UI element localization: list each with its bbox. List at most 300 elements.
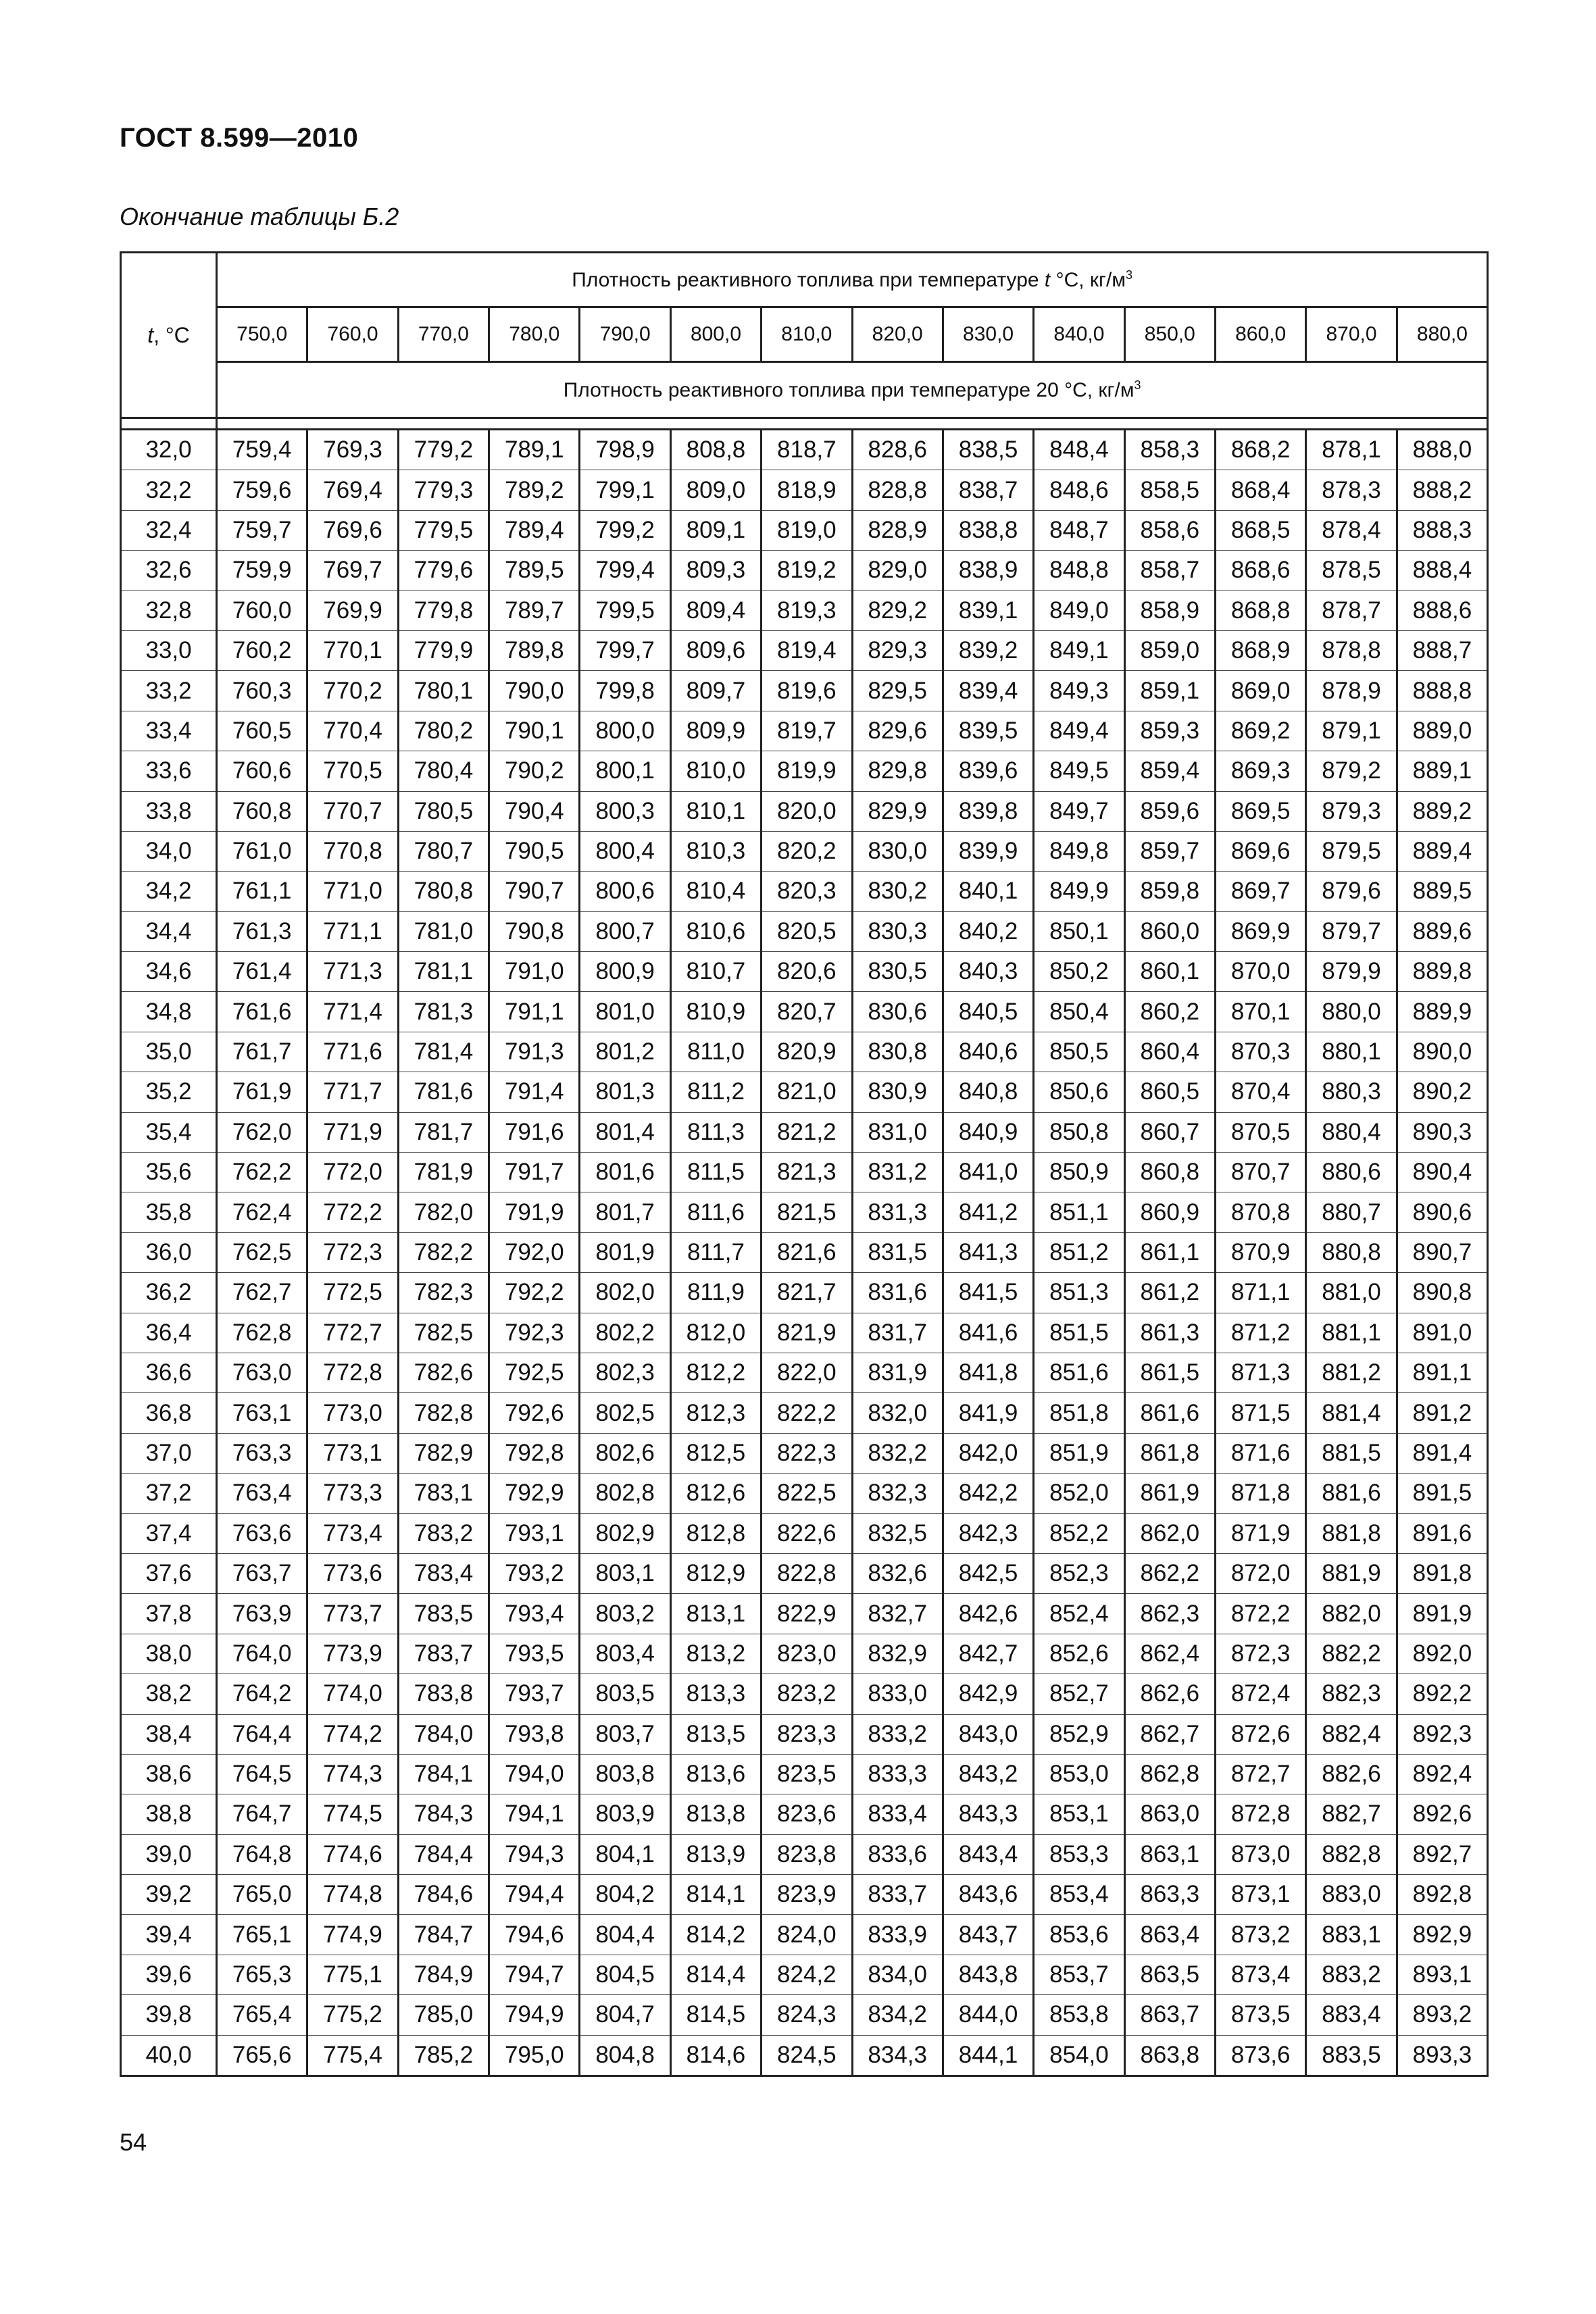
- density-cell: 804,2: [580, 1875, 670, 1915]
- density-cell: 791,1: [489, 992, 580, 1032]
- density-cell: 774,3: [307, 1754, 398, 1794]
- table-row: [121, 430, 1488, 470]
- density-cell: 849,9: [1034, 872, 1124, 911]
- density-cell: 862,7: [1124, 1714, 1215, 1754]
- table-row: [121, 1192, 1488, 1232]
- density-cell: 774,0: [307, 1674, 398, 1714]
- density-cell: 892,4: [1397, 1754, 1488, 1794]
- table-row: [121, 1153, 1488, 1192]
- density-cell: 809,6: [670, 630, 761, 670]
- density-cell: 801,0: [580, 992, 670, 1032]
- density-cell: 763,4: [217, 1474, 307, 1513]
- density-cell: 765,1: [217, 1915, 307, 1955]
- density-cell: 870,3: [1215, 1032, 1305, 1072]
- density-cell: 842,9: [943, 1674, 1033, 1714]
- density-cell: 810,1: [670, 791, 761, 831]
- density-cell: 823,9: [762, 1875, 852, 1915]
- density-cell: 881,4: [1306, 1393, 1397, 1433]
- density-cell: 822,3: [762, 1433, 852, 1473]
- density-cell: 801,3: [580, 1072, 670, 1112]
- table-row: [121, 551, 1488, 590]
- density-cell: 881,9: [1306, 1553, 1397, 1593]
- density-cell: 761,6: [217, 992, 307, 1032]
- density-cell: 850,9: [1034, 1153, 1124, 1192]
- density-cell: 789,7: [489, 590, 580, 630]
- density-cell: 889,9: [1397, 992, 1488, 1032]
- density-cell: 829,8: [852, 751, 943, 791]
- density-cell: 803,5: [580, 1674, 670, 1714]
- density-cell: 800,9: [580, 952, 670, 992]
- density-cell: 873,4: [1215, 1955, 1305, 1994]
- density-cell: 781,1: [398, 952, 489, 992]
- density-cell: 819,7: [762, 711, 852, 751]
- density-cell: 811,2: [670, 1072, 761, 1112]
- density-cell: 830,2: [852, 872, 943, 911]
- density-cell: 883,4: [1306, 1995, 1397, 2035]
- density-cell: 803,1: [580, 1553, 670, 1593]
- density-cell: 889,5: [1397, 872, 1488, 911]
- density-cell: 814,4: [670, 1955, 761, 1994]
- density-cell: 844,0: [943, 1995, 1033, 2035]
- density-cell: 790,2: [489, 751, 580, 791]
- table-row: [121, 711, 1488, 751]
- temperature-cell: 38,8: [121, 1794, 217, 1834]
- density-cell: 882,6: [1306, 1754, 1397, 1794]
- density-cell: 843,0: [943, 1714, 1033, 1754]
- density-cell: 880,6: [1306, 1153, 1397, 1192]
- density-cell: 781,9: [398, 1153, 489, 1192]
- temperature-cell: 33,6: [121, 751, 217, 791]
- column-header-cell: 880,0: [1397, 307, 1488, 362]
- density-cell: 822,2: [762, 1393, 852, 1433]
- density-cell: 831,3: [852, 1192, 943, 1232]
- density-cell: 839,9: [943, 831, 1033, 871]
- density-cell: 883,1: [1306, 1915, 1397, 1955]
- density-cell: 780,5: [398, 791, 489, 831]
- density-cell: 872,7: [1215, 1754, 1305, 1794]
- density-cell: 858,9: [1124, 590, 1215, 630]
- density-cell: 881,2: [1306, 1353, 1397, 1392]
- density-cell: 809,1: [670, 510, 761, 550]
- density-cell: 860,8: [1124, 1153, 1215, 1192]
- density-cell: 759,7: [217, 510, 307, 550]
- density-cell: 823,6: [762, 1794, 852, 1834]
- density-cell: 800,7: [580, 911, 670, 951]
- density-cell: 889,8: [1397, 952, 1488, 992]
- density-cell: 849,5: [1034, 751, 1124, 791]
- density-cell: 785,0: [398, 1995, 489, 2035]
- table-row: [121, 1353, 1488, 1392]
- density-cell: 881,6: [1306, 1474, 1397, 1513]
- temperature-cell: 36,6: [121, 1353, 217, 1392]
- density-cell: 863,5: [1124, 1955, 1215, 1994]
- density-cell: 892,8: [1397, 1875, 1488, 1915]
- density-cell: 783,7: [398, 1634, 489, 1674]
- density-cell: 848,6: [1034, 470, 1124, 510]
- density-cell: 890,4: [1397, 1153, 1488, 1192]
- density-cell: 764,0: [217, 1634, 307, 1674]
- density-cell: 859,3: [1124, 711, 1215, 751]
- density-cell: 870,0: [1215, 952, 1305, 992]
- table-row: [121, 1032, 1488, 1072]
- density-cell: 872,4: [1215, 1674, 1305, 1714]
- density-cell: 892,2: [1397, 1674, 1488, 1714]
- density-cell: 833,0: [852, 1674, 943, 1714]
- table-caption: Окончание таблицы Б.2: [120, 203, 399, 230]
- density-cell: 888,7: [1397, 630, 1488, 670]
- density-cell: 861,9: [1124, 1474, 1215, 1513]
- density-cell: 849,0: [1034, 590, 1124, 630]
- table-body: [121, 430, 1488, 2076]
- density-cell: 892,0: [1397, 1634, 1488, 1674]
- density-cell: 784,7: [398, 1915, 489, 1955]
- density-cell: 852,7: [1034, 1674, 1124, 1714]
- density-cell: 840,9: [943, 1112, 1033, 1152]
- density-cell: 783,5: [398, 1594, 489, 1634]
- density-cell: 891,4: [1397, 1433, 1488, 1473]
- density-cell: 761,3: [217, 911, 307, 951]
- density-cell: 830,8: [852, 1032, 943, 1072]
- density-cell: 868,8: [1215, 590, 1305, 630]
- density-cell: 813,9: [670, 1834, 761, 1874]
- density-cell: 765,0: [217, 1875, 307, 1915]
- density-cell: 892,3: [1397, 1714, 1488, 1754]
- density-cell: 850,6: [1034, 1072, 1124, 1112]
- density-cell: 848,8: [1034, 551, 1124, 590]
- density-cell: 793,5: [489, 1634, 580, 1674]
- density-cell: 831,6: [852, 1273, 943, 1313]
- density-cell: 793,1: [489, 1513, 580, 1553]
- temperature-cell: 38,4: [121, 1714, 217, 1754]
- spacer-cell: [217, 418, 1488, 430]
- density-cell: 784,4: [398, 1834, 489, 1874]
- density-cell: 891,2: [1397, 1393, 1488, 1433]
- density-cell: 863,1: [1124, 1834, 1215, 1874]
- density-cell: 804,8: [580, 2035, 670, 2076]
- density-cell: 889,2: [1397, 791, 1488, 831]
- density-cell: 820,9: [762, 1032, 852, 1072]
- table-row: [121, 1955, 1488, 1994]
- density-cell: 761,7: [217, 1032, 307, 1072]
- density-cell: 893,2: [1397, 1995, 1488, 2035]
- density-cell: 879,3: [1306, 791, 1397, 831]
- density-cell: 773,4: [307, 1513, 398, 1553]
- density-cell: 793,8: [489, 1714, 580, 1754]
- column-header-cell: 750,0: [217, 307, 307, 362]
- density-cell: 782,5: [398, 1313, 489, 1353]
- top-header-label: Плотность реактивного топлива при температуре t °C, $кг/м^3$: [572, 268, 1132, 291]
- temperature-cell: 36,8: [121, 1393, 217, 1433]
- density-cell: 890,3: [1397, 1112, 1488, 1152]
- density-cell: 779,5: [398, 510, 489, 550]
- density-cell: 869,9: [1215, 911, 1305, 951]
- density-cell: 831,7: [852, 1313, 943, 1353]
- density-cell: 770,7: [307, 791, 398, 831]
- column-header-cell: 790,0: [580, 307, 670, 362]
- density-cell: 770,1: [307, 630, 398, 670]
- density-cell: 775,1: [307, 1955, 398, 1994]
- density-cell: 840,5: [943, 992, 1033, 1032]
- density-cell: 854,0: [1034, 2035, 1124, 2076]
- table-row: [121, 630, 1488, 670]
- density-cell: 792,8: [489, 1433, 580, 1473]
- density-cell: 851,3: [1034, 1273, 1124, 1313]
- temperature-cell: 37,2: [121, 1474, 217, 1513]
- density-cell: 829,5: [852, 671, 943, 711]
- table-row: [121, 470, 1488, 510]
- density-cell: 812,2: [670, 1353, 761, 1392]
- density-cell: 800,6: [580, 872, 670, 911]
- density-cell: 810,9: [670, 992, 761, 1032]
- density-cell: 843,2: [943, 1754, 1033, 1794]
- density-cell: 809,0: [670, 470, 761, 510]
- density-cell: 890,2: [1397, 1072, 1488, 1112]
- density-cell: 880,4: [1306, 1112, 1397, 1152]
- density-cell: 879,7: [1306, 911, 1397, 951]
- density-cell: 794,3: [489, 1834, 580, 1874]
- density-cell: 794,4: [489, 1875, 580, 1915]
- density-cell: 811,0: [670, 1032, 761, 1072]
- density-cell: 774,6: [307, 1834, 398, 1874]
- density-cell: 831,9: [852, 1353, 943, 1392]
- density-cell: 842,2: [943, 1474, 1033, 1513]
- density-cell: 859,8: [1124, 872, 1215, 911]
- column-header-cell: 770,0: [398, 307, 489, 362]
- table-row: [121, 1313, 1488, 1353]
- density-cell: 812,5: [670, 1433, 761, 1473]
- density-cell: 880,1: [1306, 1032, 1397, 1072]
- density-cell: 891,1: [1397, 1353, 1488, 1392]
- density-cell: 801,2: [580, 1032, 670, 1072]
- density-cell: 824,3: [762, 1995, 852, 2035]
- density-cell: 830,0: [852, 831, 943, 871]
- density-cell: 853,7: [1034, 1955, 1124, 1994]
- density-cell: 783,2: [398, 1513, 489, 1553]
- density-cell: 804,4: [580, 1915, 670, 1955]
- temperature-cell: 32,8: [121, 590, 217, 630]
- density-cell: 859,0: [1124, 630, 1215, 670]
- density-cell: 784,3: [398, 1794, 489, 1834]
- density-cell: 860,4: [1124, 1032, 1215, 1072]
- header-spacer-row: [121, 418, 1488, 430]
- density-cell: 869,5: [1215, 791, 1305, 831]
- density-cell: 883,2: [1306, 1955, 1397, 1994]
- density-cell: 802,8: [580, 1474, 670, 1513]
- density-cell: 779,9: [398, 630, 489, 670]
- density-cell: 872,8: [1215, 1794, 1305, 1834]
- density-cell: 810,3: [670, 831, 761, 871]
- density-cell: 881,5: [1306, 1433, 1397, 1473]
- density-cell: 803,8: [580, 1754, 670, 1794]
- temperature-cell: 39,6: [121, 1955, 217, 1994]
- density-cell: 831,0: [852, 1112, 943, 1152]
- density-cell: 822,9: [762, 1594, 852, 1634]
- density-cell: 819,3: [762, 590, 852, 630]
- density-cell: 871,5: [1215, 1393, 1305, 1433]
- density-cell: 762,5: [217, 1232, 307, 1272]
- density-cell: 891,8: [1397, 1553, 1488, 1593]
- temperature-cell: 35,6: [121, 1153, 217, 1192]
- temperature-cell: 39,2: [121, 1875, 217, 1915]
- density-cell: 870,1: [1215, 992, 1305, 1032]
- density-table: [120, 251, 1489, 2077]
- density-cell: 791,4: [489, 1072, 580, 1112]
- density-cell: 833,7: [852, 1875, 943, 1915]
- density-cell: 859,1: [1124, 671, 1215, 711]
- table-row: [121, 1674, 1488, 1714]
- density-cell: 888,4: [1397, 551, 1488, 590]
- density-cell: 771,6: [307, 1032, 398, 1072]
- density-cell: 843,8: [943, 1955, 1033, 1994]
- density-cell: 890,7: [1397, 1232, 1488, 1272]
- density-cell: 860,1: [1124, 952, 1215, 992]
- density-cell: 892,9: [1397, 1915, 1488, 1955]
- density-cell: 888,2: [1397, 470, 1488, 510]
- density-cell: 862,2: [1124, 1553, 1215, 1593]
- density-cell: 800,0: [580, 711, 670, 751]
- density-cell: 842,7: [943, 1634, 1033, 1674]
- density-cell: 821,6: [762, 1232, 852, 1272]
- density-cell: 863,7: [1124, 1995, 1215, 2035]
- density-cell: 852,2: [1034, 1513, 1124, 1553]
- density-cell: 760,6: [217, 751, 307, 791]
- density-cell: 762,8: [217, 1313, 307, 1353]
- density-cell: 813,3: [670, 1674, 761, 1714]
- density-cell: 833,4: [852, 1794, 943, 1834]
- column-header-cell: 870,0: [1306, 307, 1397, 362]
- density-cell: 872,2: [1215, 1594, 1305, 1634]
- density-cell: 782,6: [398, 1353, 489, 1392]
- density-cell: 790,7: [489, 872, 580, 911]
- density-cell: 823,0: [762, 1634, 852, 1674]
- density-cell: 779,3: [398, 470, 489, 510]
- temperature-cell: 39,8: [121, 1995, 217, 2035]
- density-cell: 772,2: [307, 1192, 398, 1232]
- density-cell: 760,2: [217, 630, 307, 670]
- density-cell: 860,0: [1124, 911, 1215, 951]
- density-cell: 820,3: [762, 872, 852, 911]
- density-cell: 863,3: [1124, 1875, 1215, 1915]
- density-cell: 890,8: [1397, 1273, 1488, 1313]
- density-cell: 771,7: [307, 1072, 398, 1112]
- density-cell: 838,7: [943, 470, 1033, 510]
- density-cell: 870,9: [1215, 1232, 1305, 1272]
- temperature-cell: 34,6: [121, 952, 217, 992]
- density-cell: 868,4: [1215, 470, 1305, 510]
- density-cell: 792,6: [489, 1393, 580, 1433]
- temperature-cell: 36,2: [121, 1273, 217, 1313]
- density-cell: 882,2: [1306, 1634, 1397, 1674]
- density-cell: 832,7: [852, 1594, 943, 1634]
- density-cell: 843,6: [943, 1875, 1033, 1915]
- density-cell: 772,8: [307, 1353, 398, 1392]
- density-cell: 784,6: [398, 1875, 489, 1915]
- density-cell: 861,5: [1124, 1353, 1215, 1392]
- density-cell: 878,7: [1306, 590, 1397, 630]
- density-cell: 873,1: [1215, 1875, 1305, 1915]
- density-cell: 858,5: [1124, 470, 1215, 510]
- density-cell: 764,4: [217, 1714, 307, 1754]
- density-cell: 760,3: [217, 671, 307, 711]
- density-cell: 823,2: [762, 1674, 852, 1714]
- density-cell: 819,4: [762, 630, 852, 670]
- table-row: [121, 791, 1488, 831]
- bottom-header-cell: [217, 362, 1488, 418]
- top-header-cell: [217, 253, 1488, 307]
- density-cell: 822,5: [762, 1474, 852, 1513]
- density-cell: 870,5: [1215, 1112, 1305, 1152]
- table-row: [121, 1634, 1488, 1674]
- density-cell: 821,5: [762, 1192, 852, 1232]
- density-cell: 763,9: [217, 1594, 307, 1634]
- density-cell: 770,4: [307, 711, 398, 751]
- density-cell: 789,1: [489, 430, 580, 470]
- table-row: [121, 831, 1488, 871]
- density-cell: 851,9: [1034, 1433, 1124, 1473]
- density-cell: 780,2: [398, 711, 489, 751]
- table-row: [121, 911, 1488, 951]
- density-cell: 850,1: [1034, 911, 1124, 951]
- density-cell: 842,0: [943, 1433, 1033, 1473]
- temperature-cell: 32,6: [121, 551, 217, 590]
- density-cell: 868,9: [1215, 630, 1305, 670]
- density-cell: 822,0: [762, 1353, 852, 1392]
- density-cell: 859,7: [1124, 831, 1215, 871]
- density-cell: 842,6: [943, 1594, 1033, 1634]
- density-cell: 789,4: [489, 510, 580, 550]
- density-cell: 799,5: [580, 590, 670, 630]
- density-cell: 873,5: [1215, 1995, 1305, 2035]
- temperature-cell: 33,4: [121, 711, 217, 751]
- density-cell: 769,7: [307, 551, 398, 590]
- density-cell: 853,3: [1034, 1834, 1124, 1874]
- density-cell: 839,2: [943, 630, 1033, 670]
- density-cell: 810,7: [670, 952, 761, 992]
- density-cell: 789,5: [489, 551, 580, 590]
- density-cell: 822,8: [762, 1553, 852, 1593]
- density-cell: 871,3: [1215, 1353, 1305, 1392]
- density-cell: 779,6: [398, 551, 489, 590]
- density-cell: 793,7: [489, 1674, 580, 1714]
- temperature-cell: 36,0: [121, 1232, 217, 1272]
- density-cell: 772,3: [307, 1232, 398, 1272]
- density-cell: 852,4: [1034, 1594, 1124, 1634]
- temperature-cell: 34,0: [121, 831, 217, 871]
- column-header-cell: 860,0: [1215, 307, 1305, 362]
- density-cell: 792,3: [489, 1313, 580, 1353]
- density-cell: 849,7: [1034, 791, 1124, 831]
- density-cell: 813,8: [670, 1794, 761, 1834]
- density-cell: 870,4: [1215, 1072, 1305, 1112]
- density-cell: 773,7: [307, 1594, 398, 1634]
- density-cell: 802,2: [580, 1313, 670, 1353]
- density-cell: 890,6: [1397, 1192, 1488, 1232]
- density-cell: 794,0: [489, 1754, 580, 1794]
- density-cell: 873,0: [1215, 1834, 1305, 1874]
- density-cell: 792,9: [489, 1474, 580, 1513]
- density-cell: 775,2: [307, 1995, 398, 2035]
- density-cell: 764,8: [217, 1834, 307, 1874]
- density-cell: 840,3: [943, 952, 1033, 992]
- density-cell: 760,0: [217, 590, 307, 630]
- density-cell: 799,1: [580, 470, 670, 510]
- density-cell: 782,8: [398, 1393, 489, 1433]
- density-cell: 840,1: [943, 872, 1033, 911]
- density-cell: 861,3: [1124, 1313, 1215, 1353]
- density-cell: 762,2: [217, 1153, 307, 1192]
- column-header-cell: 830,0: [943, 307, 1033, 362]
- density-cell: 850,5: [1034, 1032, 1124, 1072]
